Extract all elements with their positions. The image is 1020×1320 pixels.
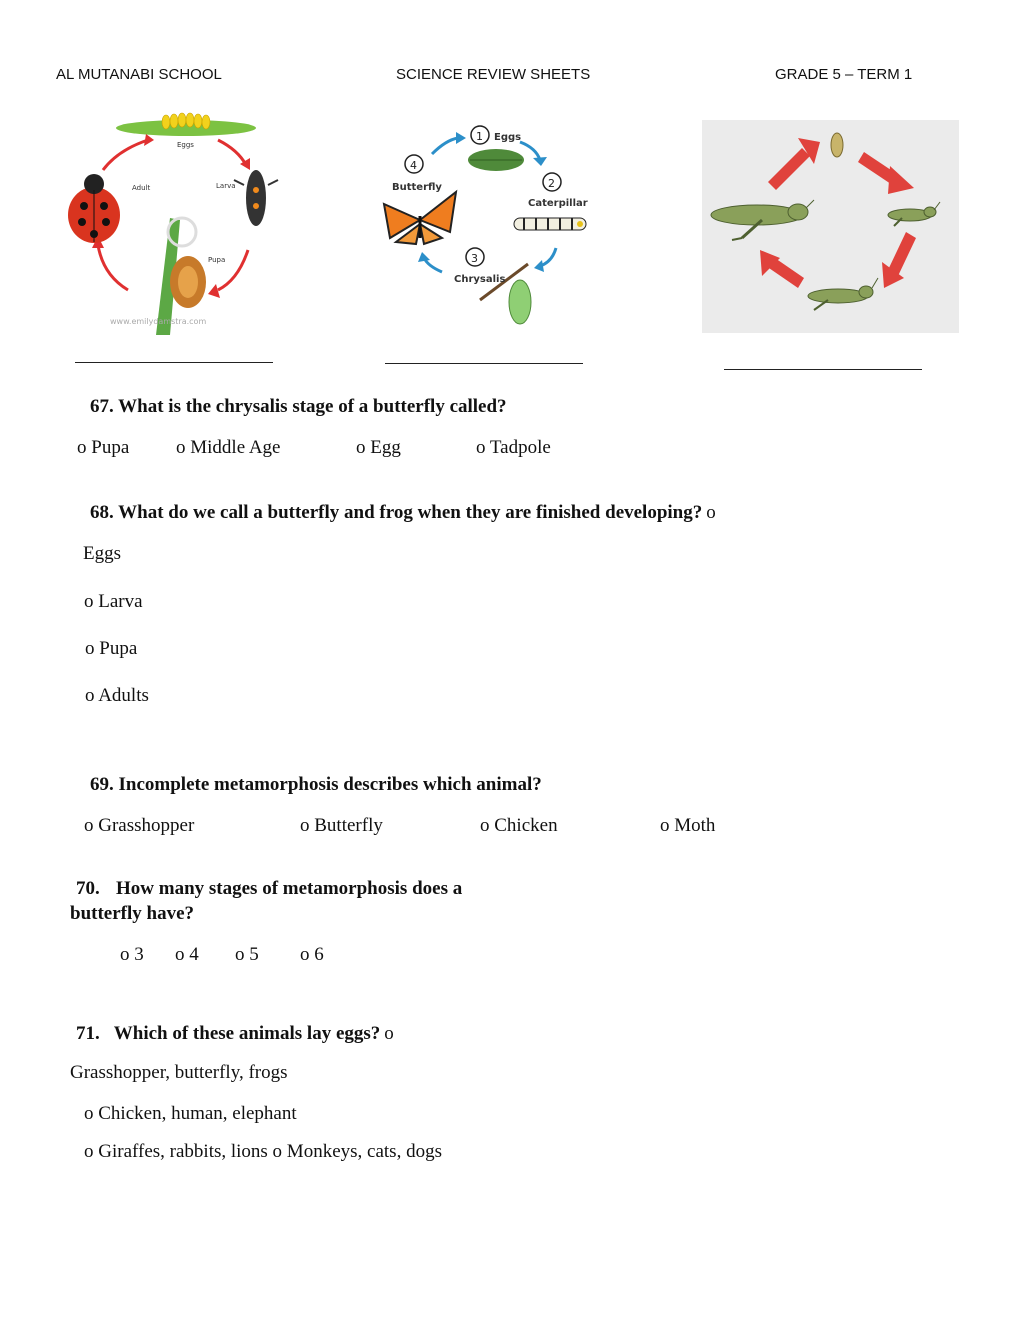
grasshopper-nymph-large xyxy=(808,278,878,310)
q68-option-eggs[interactable]: Eggs xyxy=(83,543,121,564)
question-67: 67. What is the chrysalis stage of a butterfly called? xyxy=(90,396,507,417)
butterfly-cycle-illustration xyxy=(380,120,600,332)
grasshopper-life-cycle-figure xyxy=(702,120,959,333)
ladybug-label-pupa: Pupa xyxy=(208,256,226,264)
question-71-line xyxy=(76,1023,394,1045)
step-number-3: 3 xyxy=(471,252,478,265)
butterfly-label-eggs: Eggs xyxy=(494,132,522,143)
question-70-line2: butterfly have? xyxy=(70,903,195,924)
q71-option-chicken-human-elephant[interactable]: o Chicken, human, elephant xyxy=(84,1103,297,1124)
question-71-number: 71. xyxy=(76,1023,100,1044)
ladybug-label-adult: Adult xyxy=(132,184,151,192)
header-school: AL MUTANABI SCHOOL xyxy=(56,66,222,83)
ladybug-adult xyxy=(68,174,120,243)
step-number-4: 4 xyxy=(410,159,417,172)
grasshopper-egg xyxy=(831,133,843,157)
grasshopper-cycle-illustration xyxy=(702,120,959,333)
q70-option-6[interactable]: o 6 xyxy=(300,944,324,965)
question-70-line1: How many stages of metamorphosis does a xyxy=(116,878,463,899)
q71-option-giraffes-monkeys[interactable]: o Giraffes, rabbits, lions o Monkeys, cats, dogs xyxy=(84,1141,442,1162)
q67-option-tadpole[interactable]: o Tadpole xyxy=(476,437,551,458)
q70-option-4[interactable]: o 4 xyxy=(175,944,199,965)
q67-option-pupa[interactable]: o Pupa xyxy=(77,437,130,458)
butterfly-life-cycle-figure xyxy=(380,120,600,332)
q69-option-chicken[interactable]: o Chicken xyxy=(480,815,558,836)
q68-option-adults[interactable]: o Adults xyxy=(85,685,149,706)
step-number-1: 1 xyxy=(476,130,483,143)
question-70-number: 70. xyxy=(76,878,100,899)
q69-option-moth[interactable]: o Moth xyxy=(660,815,716,836)
q68-trailing-mark: o xyxy=(706,502,716,523)
butterfly-label-butterfly: Butterfly xyxy=(392,182,442,193)
grasshopper-nymph-small xyxy=(888,202,940,226)
step-number-2: 2 xyxy=(548,177,555,190)
ladybug-cycle-illustration xyxy=(58,110,290,335)
header-title: SCIENCE REVIEW SHEETS xyxy=(396,66,591,83)
q68-option-pupa[interactable]: o Pupa xyxy=(85,638,138,659)
answer-blank-3[interactable] xyxy=(724,369,922,370)
question-69: 69. Incomplete metamorphosis describes which animal? xyxy=(90,774,542,795)
question-68-line xyxy=(90,502,716,524)
answer-blank-1[interactable] xyxy=(75,362,273,363)
ladybug-larva xyxy=(234,170,278,226)
ladybug-life-cycle-figure xyxy=(58,110,290,335)
answer-blank-2[interactable] xyxy=(385,363,583,364)
q68-option-larva[interactable]: o Larva xyxy=(84,591,143,612)
ladybug-label-eggs: Eggs xyxy=(177,141,194,149)
q71-option-grasshopper-butterfly-frogs[interactable]: Grasshopper, butterfly, frogs xyxy=(70,1062,288,1083)
q71-trailing-mark: o xyxy=(384,1023,394,1044)
butterfly-label-caterpillar: Caterpillar xyxy=(528,198,588,209)
grasshopper-adult xyxy=(711,200,814,240)
question-71: Which of these animals lay eggs? xyxy=(113,1023,381,1044)
butterfly-label-chrysalis: Chrysalis xyxy=(454,274,506,285)
q69-option-grasshopper[interactable]: o Grasshopper xyxy=(84,815,195,836)
chrysalis xyxy=(509,280,531,324)
q70-option-5[interactable]: o 5 xyxy=(235,944,259,965)
watermark-text: www.emilydamstra.com xyxy=(110,317,207,326)
caterpillar xyxy=(514,218,586,230)
q67-option-middle-age[interactable]: o Middle Age xyxy=(176,437,281,458)
q70-option-3[interactable]: o 3 xyxy=(120,944,144,965)
header-grade: GRADE 5 – TERM 1 xyxy=(775,66,913,83)
monarch-butterfly xyxy=(384,192,456,244)
q67-option-egg[interactable]: o Egg xyxy=(356,437,401,458)
ladybug-label-larva: Larva xyxy=(216,182,236,190)
question-68: 68. What do we call a butterfly and frog when they are finished developing? xyxy=(90,502,703,523)
q69-option-butterfly[interactable]: o Butterfly xyxy=(300,815,383,836)
